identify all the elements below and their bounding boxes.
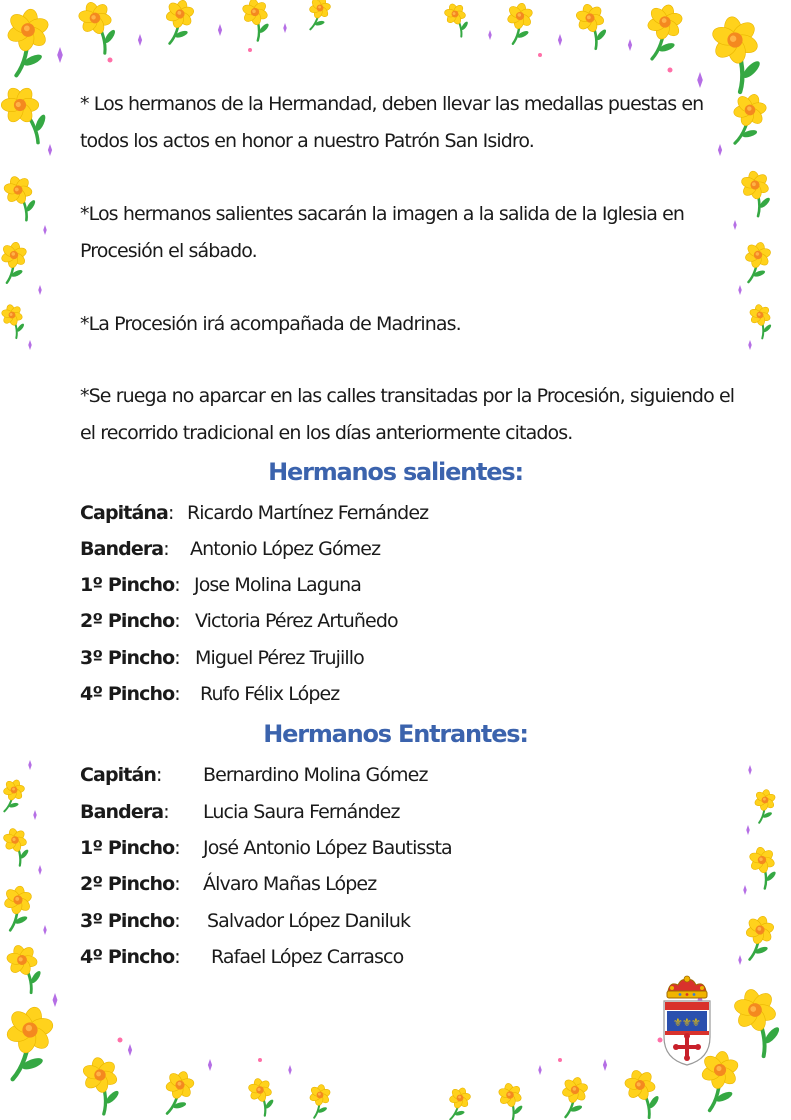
svg-text:⚜: ⚜ xyxy=(691,1016,701,1029)
sparkle-icon xyxy=(738,955,742,965)
sparkle-icon xyxy=(558,34,562,46)
sparkle-icon xyxy=(283,23,287,33)
flower-icon xyxy=(0,5,53,79)
member-name: Victoria Pérez Artuñedo xyxy=(195,610,398,632)
flower-icon xyxy=(305,1083,333,1120)
sparkle-icon xyxy=(43,225,47,235)
paragraph-salida-procesion: *Los hermanos salientes sacarán la imagen a la salida de la Iglesia en Procesión el sábado. xyxy=(80,203,685,262)
flower-icon xyxy=(0,1001,60,1086)
sparkle-icon xyxy=(488,30,492,40)
member-row: 3º Pincho: Miguel Pérez Trujillo xyxy=(80,640,180,677)
paragraph-medallas: * Los hermanos de la Hermandad, deben llevar las medallas puestas en todos los actos en honor a nuestro Patrón San Isidro. xyxy=(80,93,704,152)
flower-icon xyxy=(245,1076,278,1119)
member-name: Rufo Félix López xyxy=(200,683,340,705)
sparkle-icon xyxy=(57,47,63,63)
flower-icon xyxy=(302,0,334,34)
member-row: 2º Pincho: Victoria Pérez Artuñedo xyxy=(80,603,180,640)
sparkle-icon xyxy=(628,39,632,51)
flower-icon xyxy=(79,1055,125,1117)
member-row: Capitána: Ricardo Martínez Fernández xyxy=(80,495,173,532)
flower-icon xyxy=(707,13,768,96)
sparkle-icon xyxy=(48,144,52,156)
sparkle-icon xyxy=(53,993,58,1007)
flower-icon xyxy=(738,913,778,964)
sparkle-icon xyxy=(38,285,42,295)
member-name: Jose Molina Laguna xyxy=(194,574,361,596)
member-role: 2º Pincho xyxy=(80,610,175,632)
flower-icon xyxy=(750,788,778,825)
flower-icon xyxy=(0,776,28,815)
member-row: 4º Pincho: Rafael López Carrasco xyxy=(80,939,180,976)
flower-icon xyxy=(2,940,49,997)
member-name: Miguel Pérez Trujillo xyxy=(195,647,364,669)
sparkle-icon xyxy=(746,825,750,835)
sparkle-icon xyxy=(603,1059,607,1071)
svg-text:⚜: ⚜ xyxy=(673,1016,683,1029)
flower-icon xyxy=(73,0,123,58)
member-name: José Antonio López Bautissta xyxy=(203,837,452,859)
flower-icon xyxy=(441,0,473,39)
sparkle-icon xyxy=(288,1065,292,1075)
sparkle-icon xyxy=(28,760,32,770)
member-role: Capitán xyxy=(80,764,157,786)
member-role: Bandera xyxy=(80,801,164,823)
flower-icon xyxy=(620,1065,667,1120)
paragraph-madrinas: *La Procesión irá acompañada de Madrinas. xyxy=(80,313,461,335)
flower-icon xyxy=(240,0,274,43)
member-row: 3º Pincho: Salvador López Daniluk xyxy=(80,903,180,940)
member-role: 1º Pincho xyxy=(80,837,175,859)
member-role: Capitána xyxy=(80,502,168,524)
flower-icon xyxy=(0,79,58,151)
sparkle-icon xyxy=(748,765,752,775)
sparkle-icon xyxy=(738,285,742,295)
member-name: Bernardino Molina Gómez xyxy=(203,764,428,786)
member-role: Bandera xyxy=(80,538,164,560)
flower-icon xyxy=(747,845,781,891)
flower-icon xyxy=(0,172,42,225)
member-role: 2º Pincho xyxy=(80,873,175,895)
member-name: Antonio López Gómez xyxy=(190,538,381,560)
sparkle-icon xyxy=(743,885,747,895)
member-name: Lucia Saura Fernández xyxy=(203,801,400,823)
member-name: Salvador López Daniluk xyxy=(207,910,411,932)
member-row: 2º Pincho: Álvaro Mañas López xyxy=(80,866,180,903)
sparkle-icon xyxy=(138,34,142,46)
sparkle-icon xyxy=(28,340,32,350)
member-row: 4º Pincho: Rufo Félix López xyxy=(80,676,180,713)
sparkle-icon xyxy=(218,24,222,36)
flower-icon xyxy=(0,302,29,340)
member-row: 1º Pincho: Jose Molina Laguna xyxy=(80,567,180,604)
flower-icon xyxy=(0,240,29,286)
heading-hermanos-entrantes: Hermanos Entrantes: xyxy=(263,720,528,748)
member-name: Rafael López Carrasco xyxy=(211,946,404,968)
sparkle-icon xyxy=(128,1044,132,1056)
member-role: 1º Pincho xyxy=(80,574,175,596)
member-name: Álvaro Mañas López xyxy=(203,873,377,895)
member-role: 3º Pincho xyxy=(80,647,175,669)
sparkle-icon xyxy=(38,865,42,875)
sparkle-icon xyxy=(538,1065,542,1075)
flower-icon xyxy=(637,0,687,64)
member-role: 3º Pincho xyxy=(80,910,175,932)
heading-hermanos-salientes: Hermanos salientes: xyxy=(268,458,523,486)
flower-icon xyxy=(0,884,35,934)
member-row: 1º Pincho: José Antonio López Bautissta xyxy=(80,830,180,867)
flower-icon xyxy=(496,1081,527,1120)
member-name: Ricardo Martínez Fernández xyxy=(187,502,429,524)
flower-icon xyxy=(728,984,788,1061)
flower-icon xyxy=(158,0,198,48)
svg-text:⚜: ⚜ xyxy=(682,1016,692,1029)
flower-icon xyxy=(502,1,536,47)
sparkle-icon xyxy=(33,810,37,820)
flower-icon xyxy=(0,826,33,869)
flower-icon xyxy=(555,1074,592,1120)
municipal-coat-of-arms-icon xyxy=(658,975,716,1067)
flower-icon xyxy=(572,1,612,52)
sparkle-icon xyxy=(43,925,47,935)
member-row: Bandera: Lucia Saura Fernández xyxy=(80,794,169,831)
member-row: Capitán: Bernardino Molina Gómez xyxy=(80,757,162,794)
member-row: Bandera: Antonio López Gómez xyxy=(80,531,169,568)
member-role: 4º Pincho xyxy=(80,683,175,705)
member-role: 4º Pincho xyxy=(80,946,175,968)
flower-icon xyxy=(156,1067,199,1120)
sparkle-icon xyxy=(208,1059,212,1071)
paragraph-aparcar: *Se ruega no aparcar en las calles transitadas por la Procesión, siguiendo el el recorrido tradicional en los días anteriormente citados. xyxy=(80,385,735,444)
flower-icon xyxy=(442,1084,474,1120)
